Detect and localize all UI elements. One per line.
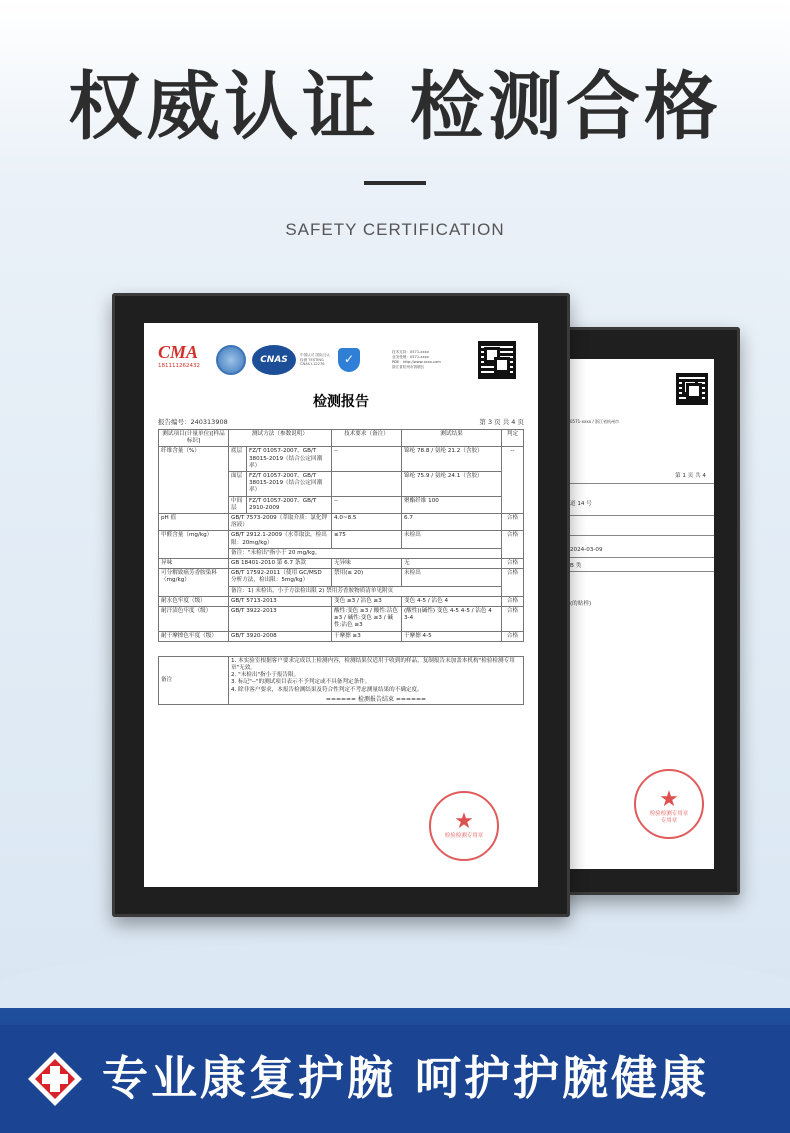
note-item: 3. 标记"--"的测试项目表示不予判定或不具备判定条件。 (231, 679, 371, 686)
note-item: 1. 本实验室根据客户要求完成以上检测内容，检测结果仅适用于收到的样品，复制报告未加盖本机构"检验检测专用章"无效。 (231, 657, 515, 672)
back-certificate-frame (540, 327, 740, 895)
report-number: 报告编号：240313908 (158, 418, 228, 426)
qr-code-icon (676, 373, 708, 405)
accreditation-text: 中国认可 国际互认 检测 TESTING CNAS L12276 (300, 353, 330, 367)
table-row: 中间层 FZ/T 01057-2007、GB/T 2910-2009 -- 聚酯纤维 100 (159, 496, 524, 513)
table-row: 异味 GB 18401-2010 第 6.7 条款 无异味 无 合格 (159, 559, 524, 569)
front-certificate-frame (112, 293, 570, 917)
table-row: 面层 FZ/T 01057-2007、GB/T 38015-2019（结合公定回潮率） 锦纶 75.9 / 氨纶 24.1（含胶） (159, 472, 524, 497)
report-end-marker: ====== 检测报告结束 ====== (325, 695, 427, 703)
table-row: 可分解致癌芳香胺染料（mg/kg） GB/T 17592-2011（使用 GC/MSD 分析方法，检出限：5mg/kg） 禁用(≤ 20) 未检出 合格 (159, 569, 524, 586)
ilac-mra-logo (216, 345, 246, 375)
report-title: 检测报告 (313, 394, 369, 410)
footer-slogan: 专业康复护腕 呵护护腕健康 (102, 1051, 710, 1105)
ecommerce-testing-icon: ✓ (338, 348, 360, 372)
notes-table (158, 656, 524, 705)
table-row: 备注：1) 未检出，小于方法检出限 2) 禁用芳香胺物质清单见附页 (159, 586, 524, 596)
back-category: B 类 (570, 563, 582, 569)
table-row: 备注："未检出"指小于 20 mg/kg。 (159, 548, 524, 558)
cnas-logo: CNAS (252, 345, 296, 375)
note-item: 4. 除非客户要求，本报告检测结果及符合性判定不考虑测量结果的不确定度。 (231, 686, 423, 693)
cma-logo: CMA 181111262432 (158, 342, 200, 369)
table-row: 耐水色牢度（级） GB/T 5713-2013 变色 ≥3 / 沾色 ≥3 变色 4-5 / 沾色 4 合格 (159, 596, 524, 606)
stamp-star-icon: ★ (659, 787, 679, 812)
back-address: 道 14 号 (570, 501, 592, 507)
back-contact-info: 0571-xxxx / 浙江省杭州市 (570, 419, 619, 424)
table-row: 纤维含量（%） 底层 FZ/T 01057-2007、GB/T 38015-2019（结合公定回潮率） -- 锦纶 78.8 / 氨纶 21.2（含胶） -- (159, 447, 524, 472)
qr-code-icon (478, 341, 516, 379)
stamp-star-icon: ★ (454, 809, 474, 834)
title-divider (364, 181, 426, 185)
front-certificate-paper (144, 323, 538, 887)
back-official-stamp: ★ 检验检测专用章 专用章 (634, 769, 704, 839)
front-official-stamp: ★ 检验检测专用章 (429, 791, 499, 861)
table-row: 耐汗渍色牢度（级） GB/T 3922-2013 酸性:变色 ≥3 / 酸性:沾色 ≥3 / 碱性:变色 ≥3 / 碱性:沾色 ≥3 (酸性)(碱性) 变色 4-5 4-5 / 沾色 4 3-4 合格 (159, 607, 524, 632)
page-headline: 权威认证 检测合格 (68, 64, 722, 150)
table-row: 耐干摩擦色牢度（级） GB/T 3920-2008 干摩擦 ≥3 干摩擦 4-5 合格 (159, 631, 524, 641)
back-certificate-paper (566, 359, 714, 869)
note-item: 2. "未检出"指小于报告限。 (231, 672, 300, 679)
notes-label: 备注 (159, 656, 229, 704)
back-sample-note: (的贴样) (570, 601, 592, 607)
table-row: 甲醛含量（mg/kg） GB/T 2912.1-2009（水萃取法，检出限：20mg/kg） ≤75 未检出 合格 (159, 531, 524, 548)
report-page: 第 3 页 共 4 页 (479, 418, 524, 426)
back-page-number: 第 1 页 共 4 (674, 473, 706, 479)
medical-cross-icon (26, 1050, 84, 1108)
lab-contact-info: 技术支持：0571-xxxx 业务受理：0571-xxxx PDE：http://www.xxxx.com 浙江省杭州市钱塘区 (392, 350, 441, 369)
back-receive-date: 2024-03-09 (570, 547, 603, 553)
page-subheading: SAFETY CERTIFICATION (285, 220, 505, 239)
table-row: pH 值 GB/T 7573-2009（萃取介质：氯化钾溶液） 4.0~8.5 6.7 合格 (159, 514, 524, 531)
test-results-table (158, 429, 524, 642)
table-header-row: 测试项目(计量单位)[样品标识] 测试方法（参数说明） 技术要求（备注） 测试结果 判定 (159, 430, 524, 447)
certificate-logos (158, 331, 524, 389)
